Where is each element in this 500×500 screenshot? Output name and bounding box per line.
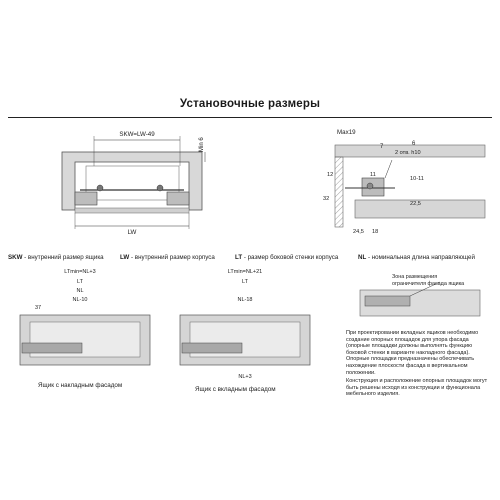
page-title: Установочные размеры	[179, 98, 321, 110]
zone-line2: ограничителя фасада ящика	[392, 281, 465, 287]
detail-drawing	[323, 129, 485, 235]
skw-label: SKW=LW-49	[119, 131, 155, 138]
note-paragraph-2: Конструкция и расположение опорных площадок могут быть решены исходя из конструкции и функционала мебельного изделия.	[346, 378, 488, 398]
dim-7: 7	[380, 144, 384, 150]
dim-10-11: 10-11	[410, 176, 424, 182]
nl-left: NL	[76, 288, 84, 294]
lt-min-left: LTmin=NL+3	[64, 269, 96, 275]
inset-drawer-drawing	[180, 269, 310, 380]
min-label: Min 6	[199, 137, 205, 152]
dim-37: 37	[35, 305, 42, 311]
zone-line1: Зона размещения	[392, 274, 438, 280]
dim-24-5: 24,5	[353, 229, 364, 235]
lt-mid: LT	[241, 279, 249, 285]
cross-section-drawing	[62, 131, 205, 236]
legend-lw: LW - внутренний размер корпуса	[120, 254, 215, 261]
nl3-mid: NL+3	[238, 374, 252, 380]
overlay-drawer-drawing	[20, 269, 150, 365]
nl10-left: NL-10	[72, 297, 88, 303]
max-label: Max19	[337, 129, 356, 136]
lt-left: LT	[76, 279, 84, 285]
caption-inset: Ящик с вкладным фасадом	[195, 386, 276, 393]
lt-min-mid: LTmin=NL+21	[227, 269, 263, 275]
lw-label: LW	[127, 229, 137, 236]
note-paragraph-1: При проектировании вкладных ящиков необходимо создание опорных площадок для упора фасада (опорные площадки должны выполнять функцию боковой стенки в варианте накладного фасада). Опорные площадки предназначены обеспечивать нахождение плоскости фасада в вертикальном положении.	[346, 330, 479, 376]
legend-skw: SKW - внутренний размер ящика	[8, 254, 104, 261]
dim-18: 18	[372, 229, 379, 235]
dim-12: 12	[327, 172, 334, 178]
legend-lt: LT - размер боковой стенки корпуса	[235, 254, 339, 261]
dim-22-5: 22,5	[410, 201, 421, 207]
dim-11: 11	[370, 172, 376, 178]
dim-32: 32	[323, 196, 330, 202]
hole-dia: 6	[412, 141, 416, 147]
nl18-mid: NL-18	[237, 297, 253, 303]
zone-drawing	[360, 274, 480, 316]
caption-overlay: Ящик с накладным фасадом	[38, 382, 123, 389]
legend-nl: NL - номинальная длина направляющей	[358, 254, 475, 261]
hole-note: 2 отв. h10	[395, 150, 421, 156]
